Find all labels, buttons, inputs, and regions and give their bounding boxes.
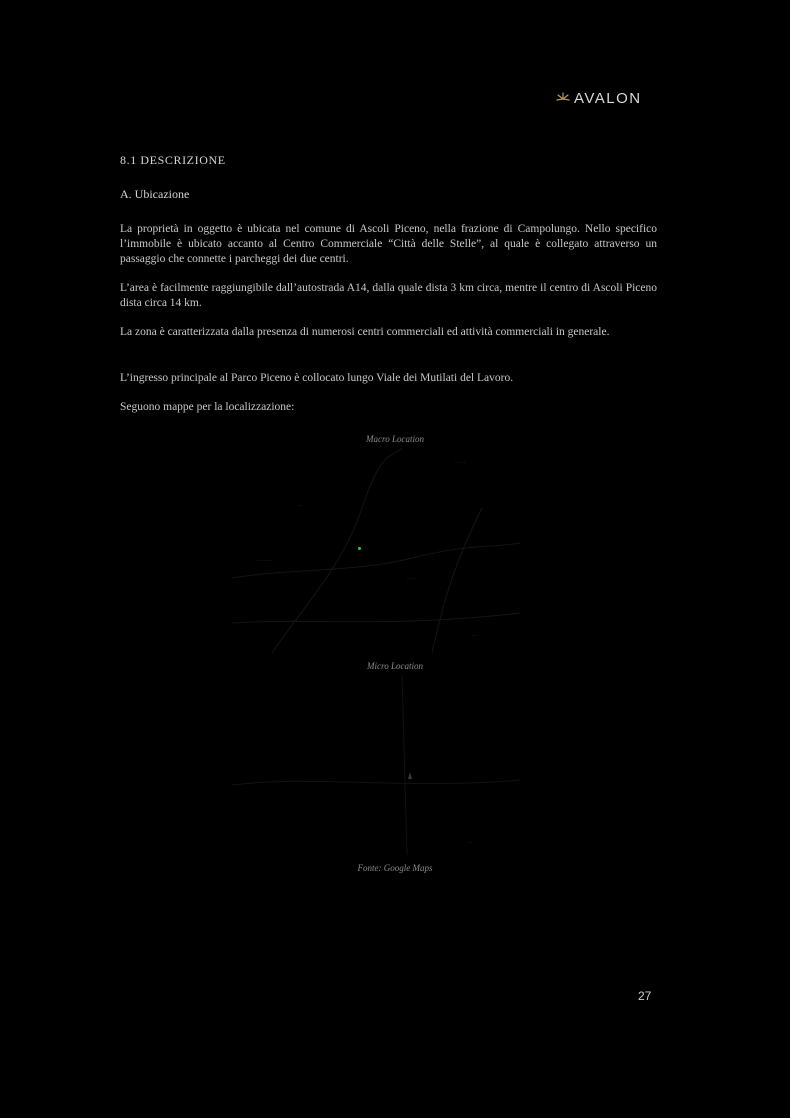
paragraph-maps-intro: Seguono mappe per la localizzazione: — [120, 401, 295, 413]
macro-map-roads — [232, 448, 520, 653]
macro-location-map — [232, 448, 520, 653]
location-marker-icon — [358, 547, 361, 550]
map-label: ··· — [472, 633, 477, 639]
paragraph-area: La zona è caratterizzata dalla presenza di numerosi centri commerciali ed attività commerciali in generale. — [120, 326, 610, 338]
source-caption: Fonte: Google Maps — [357, 863, 433, 873]
page-number: 27 — [638, 989, 652, 1003]
map-label: ··· — [467, 840, 472, 846]
map-label: ········· — [257, 558, 272, 564]
map-label: ·· ·· ·· — [454, 460, 467, 466]
micro-location-caption: Micro Location — [367, 661, 423, 671]
paragraph-access: L’area è facilmente raggiungibile dall’autostrada A14, dalla quale dista 3 km circa, mentre il centro di Ascoli Piceno dista circa 14 km. — [120, 282, 657, 309]
logo-text: AVALON — [574, 90, 642, 107]
section-title: 8.1 DESCRIZIONE — [120, 153, 226, 167]
paragraph-location: La proprietà in oggetto è ubicata nel comune di Ascoli Piceno, nella frazione di Campolungo. Nello specifico l’immobile è ubicato accanto al Centro Commerciale “Città delle Stelle”, al quale è collegato attraverso un passaggio che connette i parcheggi dei due centri. — [120, 223, 657, 265]
avalon-logo — [555, 90, 642, 107]
subsection-title: A. Ubicazione — [120, 187, 190, 201]
micro-location-map — [232, 675, 520, 855]
paragraph-entrance: L’ingresso principale al Parco Piceno è collocato lungo Viale dei Mutilati del Lavoro. — [120, 372, 514, 384]
macro-location-caption: Macro Location — [366, 434, 424, 444]
star-burst-icon — [555, 92, 571, 106]
map-label: ··· — [298, 503, 303, 509]
map-label: ··· — [292, 618, 297, 624]
micro-map-roads — [232, 675, 520, 855]
map-label: ·· ··· — [407, 576, 417, 582]
